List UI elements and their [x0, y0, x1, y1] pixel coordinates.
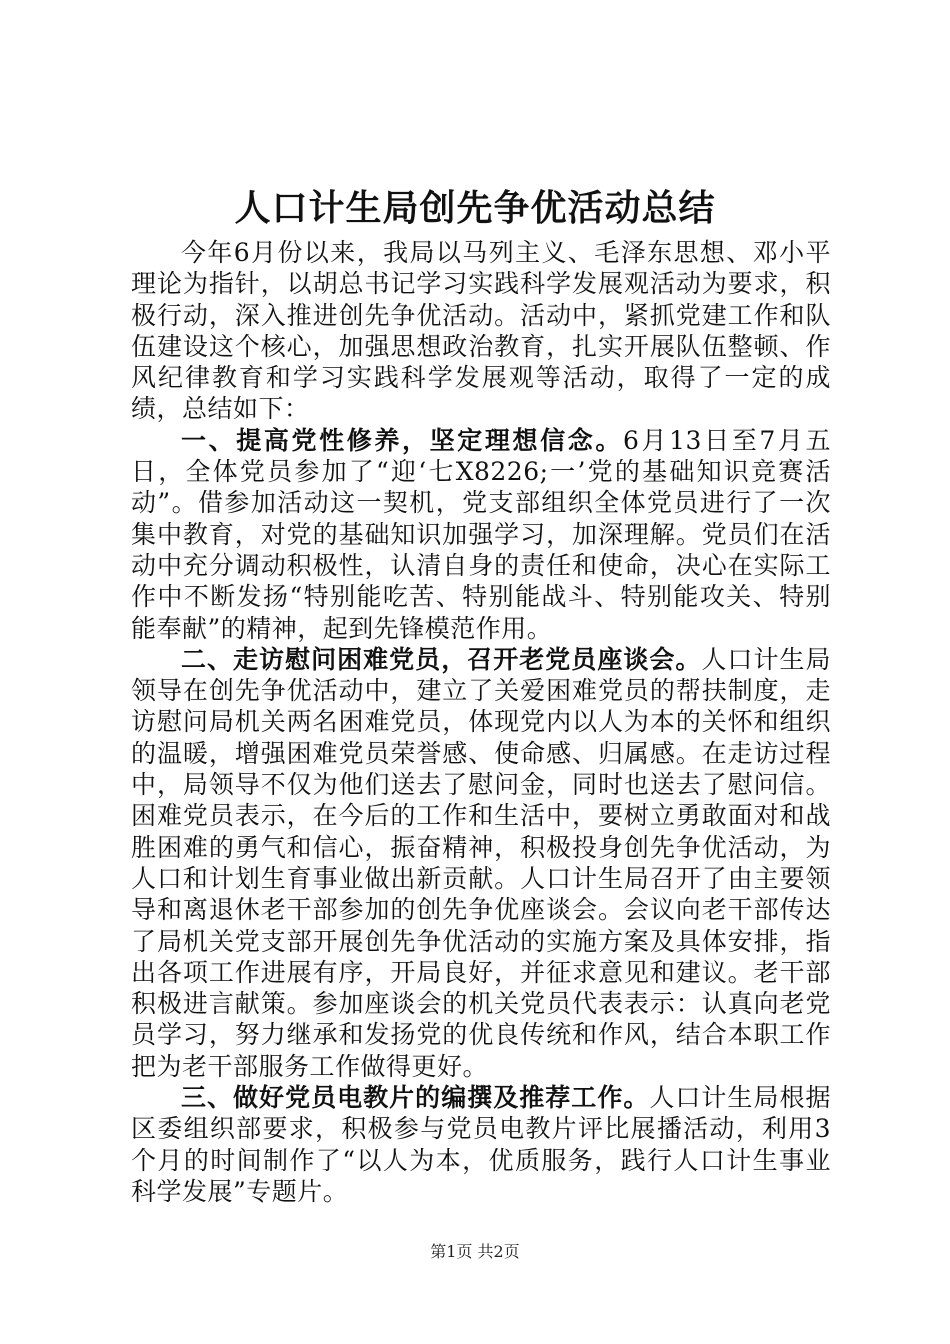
section-1-heading: 一、提高党性修养，坚定理想信念。 — [181, 425, 623, 455]
page-footer: 第1页 共2页 — [430, 1242, 520, 1261]
document-title: 人口计生局创先争优活动总结 — [234, 187, 716, 229]
section-1-paragraph — [131, 425, 831, 644]
section-3-heading: 三、做好党员电教片的编撰及推荐工作。 — [181, 1083, 650, 1113]
section-3-text: 人口计生局根据区委组织部要求，积极参与党员电教片评比展播活动，利用3个月的时间制作了“以人为本，优质服务，践行人口计生事业科学发展”专题片。 — [131, 1083, 831, 1206]
document-body — [131, 237, 831, 1207]
intro-text: 今年6月份以来，我局以马列主义、毛泽东思想、邓小平理论为指针，以胡总书记学习实践科学发展观活动为要求，积极行动，深入推进创先争优活动。活动中，紧抓党建工作和队伍建设这个核心，加强思想政治教育，扎实开展队伍整顿、作风纪律教育和学习实践科学发展观等活动，取得了一定的成绩，总结如下： — [131, 238, 831, 424]
section-1-text: 6月13日至7月五日，全体党员参加了“迎‘七X8226;一’党的基础知识竞赛活动”。借参加活动这一契机，党支部组织全体党员进行了一次集中教育，对党的基础知识加强学习，加深理解。党员们在活动中充分调动积极性，认清自身的责任和使命，决心在实际工作中不断发扬“特别能吃苦、特别能战斗、特别能攻关、特别能奉献”的精神，起到先锋模范作用。 — [131, 425, 831, 643]
section-2-paragraph — [131, 644, 831, 1082]
intro-paragraph — [131, 237, 831, 425]
section-2-heading: 二、走访慰问困难党员，召开老党员座谈会。 — [181, 644, 702, 674]
section-2-text: 人口计生局领导在创先争优活动中，建立了关爱困难党员的帮扶制度，走访慰问局机关两名困难党员，体现党内以人为本的关怀和组织的温暖，增强困难党员荣誉感、使命感、归属感。在走访过程中，局领导不仅为他们送去了慰问金，同时也送去了慰问信。困难党员表示，在今后的工作和生活中，要树立勇敢面对和战胜困难的勇气和信心，振奋精神，积极投身创先争优活动，为人口和计划生育事业做出新贡献。人口计生局召开了由主要领导和离退休老干部参加的创先争优座谈会。会议向老干部传达了局机关党支部开展创先争优活动的实施方案及具体安排，指出各项工作进展有序，开局良好，并征求意见和建议。老干部积极进言献策。参加座谈会的机关党员代表表示：认真向老党员学习，努力继承和发扬党的优良传统和作风，结合本职工作把为老干部服务工作做得更好。 — [131, 644, 831, 1081]
section-3-paragraph — [131, 1082, 831, 1207]
